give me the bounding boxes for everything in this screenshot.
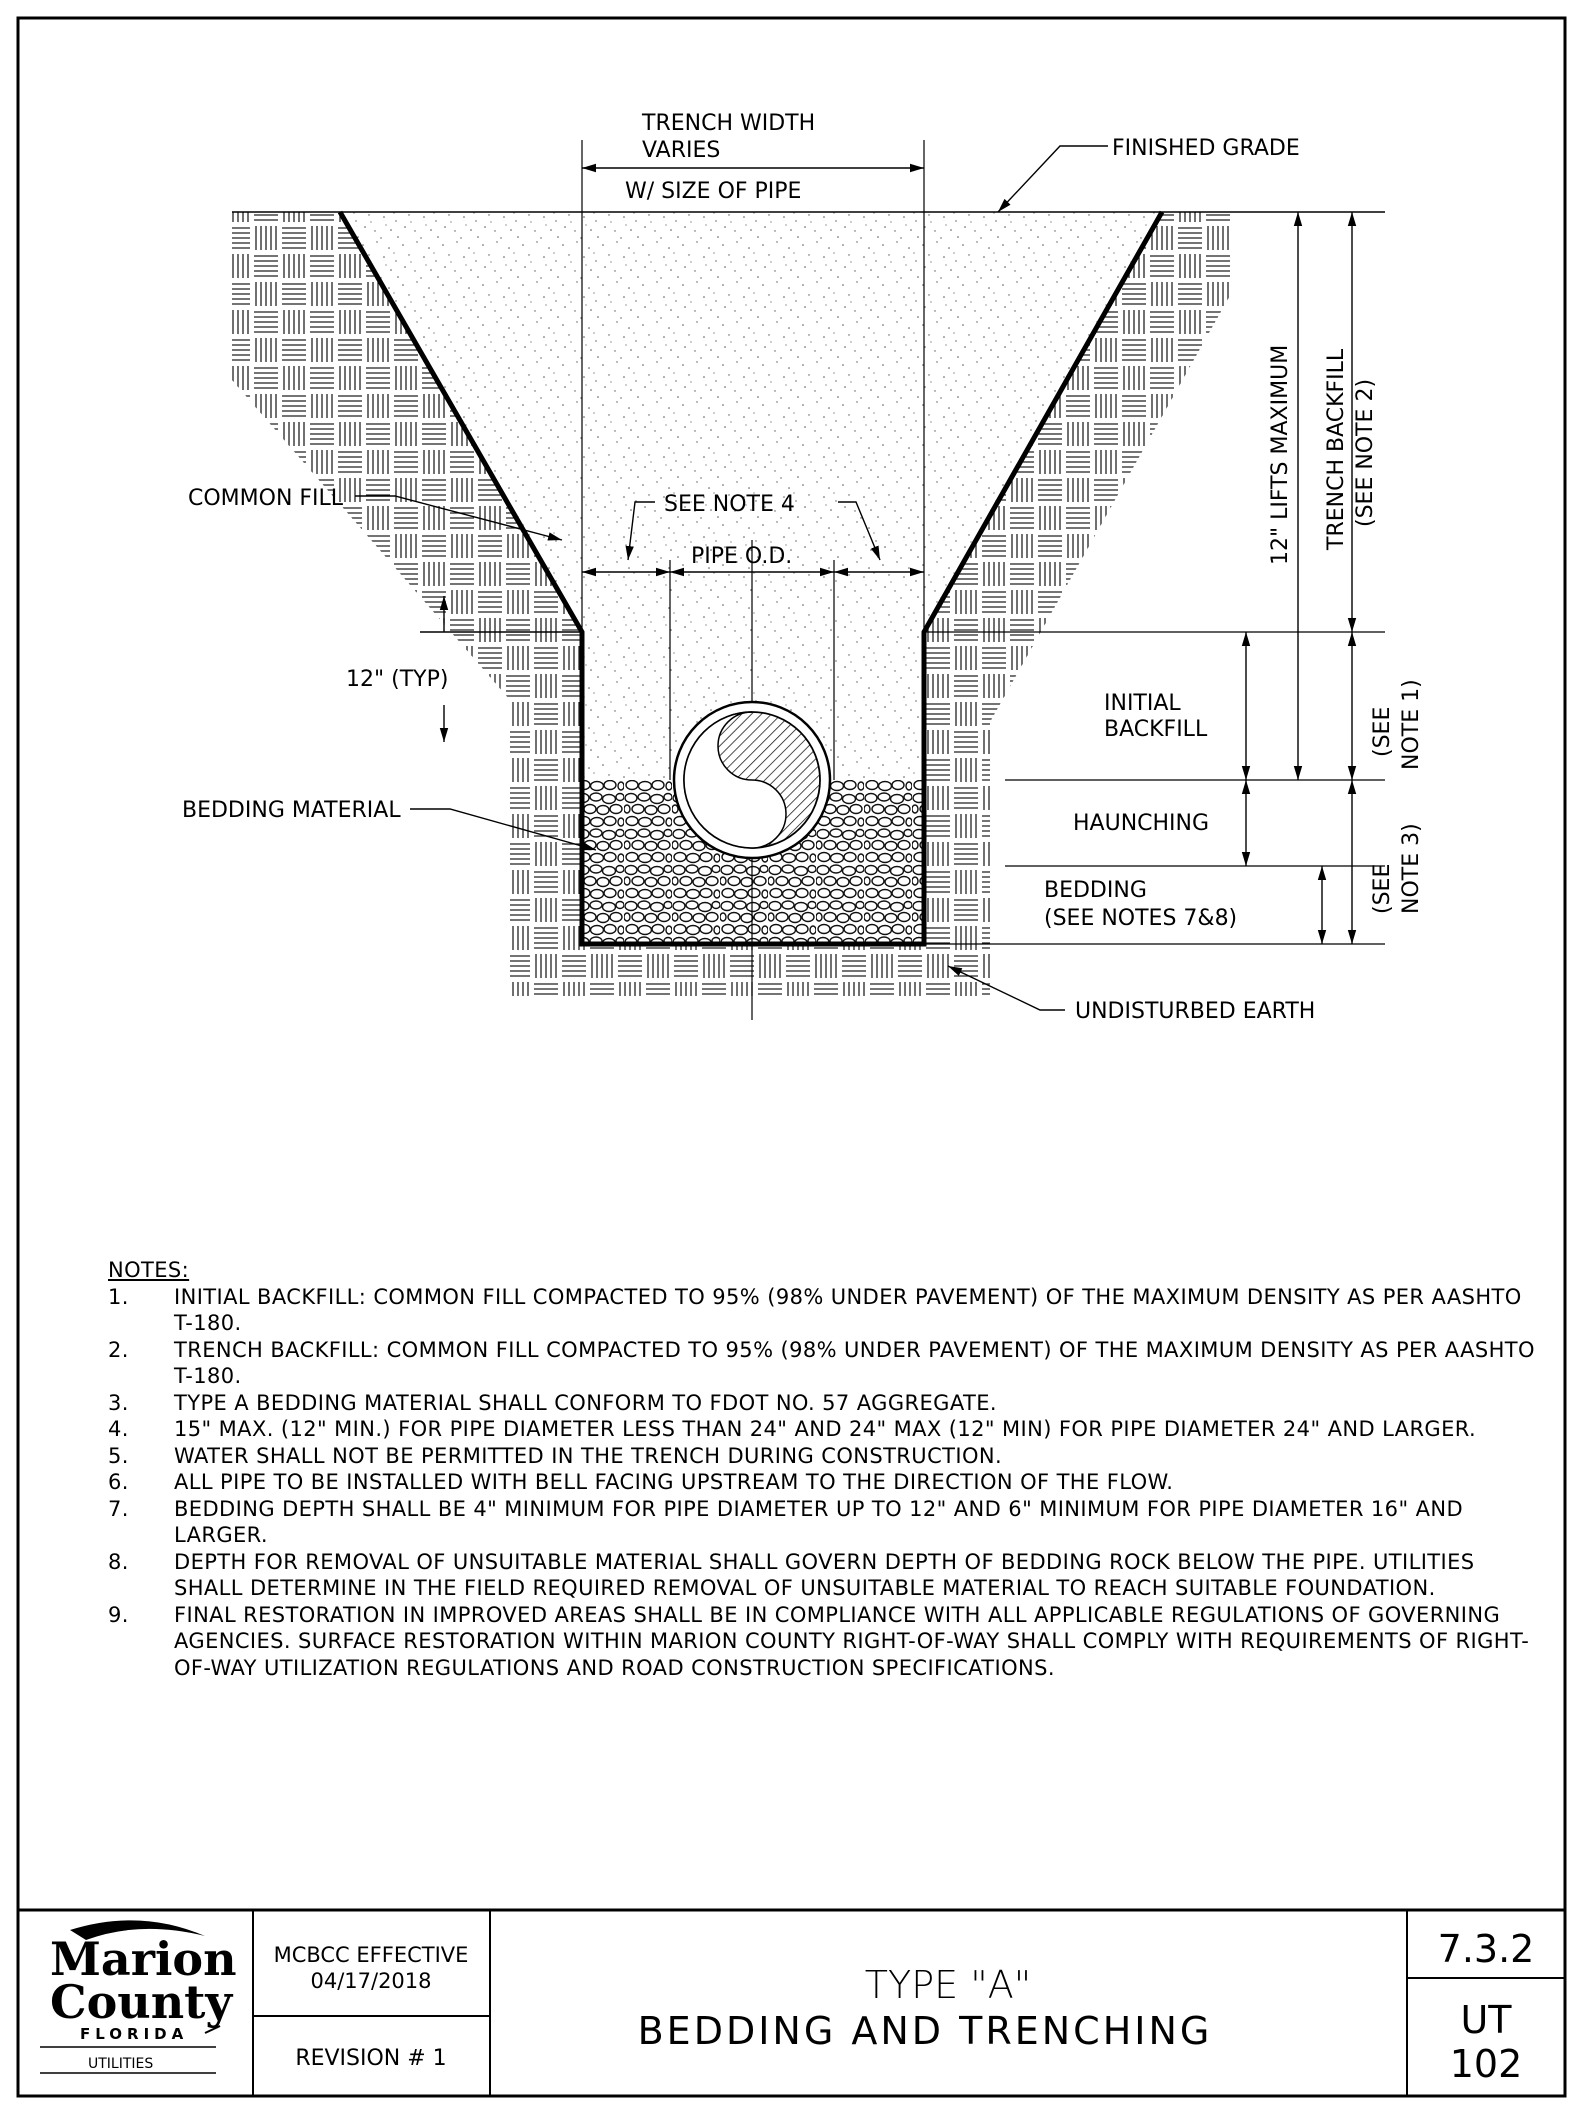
label-see-note-1a: (SEE <box>1370 706 1395 757</box>
note-item: 2. TRENCH BACKFILL: COMMON FILL COMPACTED TO 95% (98% UNDER PAVEMENT) OF THE MAXIMUM DENSITY AS PER AASHTO T-180. <box>108 1337 1535 1388</box>
note-item: 3. TYPE A BEDDING MATERIAL SHALL CONFORM TO FDOT NO. 57 AGGREGATE. <box>108 1390 997 1415</box>
label-initial: INITIAL <box>1104 691 1181 716</box>
label-size-of-pipe: W/ SIZE OF PIPE <box>625 179 802 204</box>
label-lifts-maximum: 12" LIFTS MAXIMUM <box>1268 344 1293 565</box>
marion-county-logo <box>40 1920 237 2073</box>
note-item: 6. ALL PIPE TO BE INSTALLED WITH BELL FACING UPSTREAM TO THE DIRECTION OF THE FLOW. <box>108 1470 1174 1494</box>
drawing-code-number: 102 <box>1449 2042 1523 2086</box>
label-haunching: HAUNCHING <box>1073 811 1210 836</box>
label-common-fill: COMMON FILL <box>188 486 344 511</box>
note-item: 7. BEDDING DEPTH SHALL BE 4" MINIMUM FOR PIPE DIAMETER UP TO 12" AND 6" MINIMUM FOR PIPE DIAMETER 16" AND LARGER. <box>108 1496 1464 1547</box>
section-number: 7.3.2 <box>1437 1927 1535 1971</box>
logo-florida: FLORIDA <box>80 2025 189 2043</box>
label-undisturbed-earth: UNDISTURBED EARTH <box>1075 999 1316 1024</box>
note-item: 8. DEPTH FOR REMOVAL OF UNSUITABLE MATERIAL SHALL GOVERN DEPTH OF BEDDING ROCK BELOW THE PIPE. UTILITIES SHALL DETERMINE IN THE FIELD REQUIRED REMOVAL OF UNSUITABLE MATERIAL TO REACH SUITABLE FOUNDATION. <box>108 1549 1475 1600</box>
logo-utilities: UTILITIES <box>88 2056 154 2072</box>
label-see-note-3a: (SEE <box>1370 863 1395 914</box>
note-item: 4. 15" MAX. (12" MIN.) FOR PIPE DIAMETER LESS THAN 24" AND 24" MAX (12" MIN) FOR PIPE DIAMETER 24" AND LARGER. <box>108 1417 1477 1441</box>
label-see-note-4: SEE NOTE 4 <box>664 492 795 517</box>
note-item: 1. INITIAL BACKFILL: COMMON FILL COMPACTED TO 95% (98% UNDER PAVEMENT) OF THE MAXIMUM DENSITY AS PER AASHTO T-180. <box>108 1284 1522 1335</box>
note-item: 5. WATER SHALL NOT BE PERMITTED IN THE TRENCH DURING CONSTRUCTION. <box>108 1443 1003 1468</box>
label-trench-width: TRENCH WIDTH <box>642 111 816 136</box>
label-pipe-od: PIPE O.D. <box>691 544 793 569</box>
effective-label: MCBCC EFFECTIVE <box>273 1943 469 1967</box>
trench-cross-section <box>232 140 1385 1020</box>
label-backfill: BACKFILL <box>1104 717 1208 742</box>
notes-section <box>108 1257 1538 1681</box>
label-bedding: BEDDING <box>1044 878 1147 903</box>
label-trench-width-varies: VARIES <box>642 138 721 163</box>
pipe-section <box>674 702 830 858</box>
label-12-typ: 12" (TYP) <box>346 667 449 692</box>
notes-heading: NOTES: <box>108 1258 190 1282</box>
label-trench-backfill: TRENCH BACKFILL <box>1324 348 1349 550</box>
title-block <box>18 1910 1565 2096</box>
label-bedding-notes: (SEE NOTES 7&8) <box>1044 906 1238 931</box>
label-see-note-1b: NOTE 1) <box>1399 679 1424 770</box>
drawing-title-line2: BEDDING AND TRENCHING <box>637 2009 1213 2053</box>
note-item: 9. FINAL RESTORATION IN IMPROVED AREAS SHALL BE IN COMPLIANCE WITH ALL APPLICABLE REGULATIONS OF GOVERNING AGENCIES. SURFACE RESTORATION WITHIN MARION COUNTY RIGHT-OF-WAY SHALL COMPLY WITH REQUIREMENTS OF RIGHT-OF-WAY UTILIZATION REGULATIONS AND ROAD CONSTRUCTION SPECIFICATIONS. <box>108 1602 1530 1680</box>
label-see-note-2: (SEE NOTE 2) <box>1353 378 1378 527</box>
logo-marion: Marion <box>50 1932 237 1986</box>
revision-number: REVISION # 1 <box>295 2046 447 2071</box>
logo-county: County <box>50 1975 233 2029</box>
label-bedding-material: BEDDING MATERIAL <box>182 798 401 823</box>
label-finished-grade: FINISHED GRADE <box>1112 136 1300 161</box>
effective-date: 04/17/2018 <box>310 1969 432 1993</box>
label-see-note-3b: NOTE 3) <box>1399 823 1424 914</box>
drawing-title-line1: TYPE "A" <box>864 1963 1032 2007</box>
drawing-code-ut: UT <box>1460 1998 1512 2042</box>
